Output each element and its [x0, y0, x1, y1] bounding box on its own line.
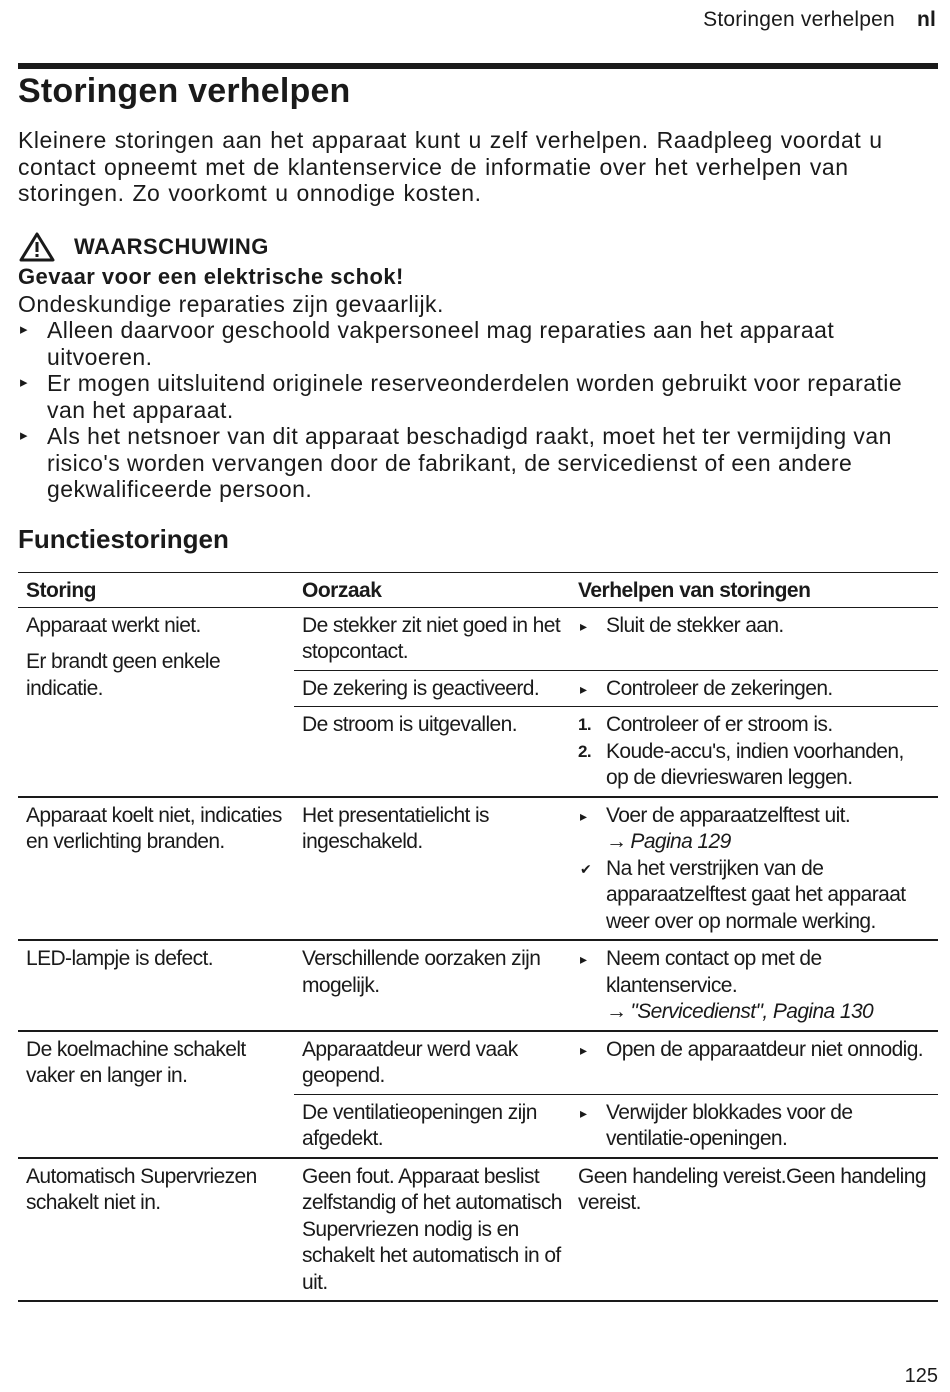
- bullet-icon: ▸: [580, 680, 587, 697]
- warning-heading: [18, 230, 938, 264]
- cause-cell: Het presentatielicht is ingeschakeld.: [294, 797, 570, 941]
- bullet-icon: ▸: [580, 1104, 587, 1121]
- table-row: [18, 940, 938, 1031]
- arrow-right-icon: →: [606, 830, 627, 853]
- storing-cell: LED-lampje is defect.: [18, 940, 294, 1031]
- warning-heading-text: WAARSCHUWING: [74, 233, 269, 259]
- checkmark-icon: ✔: [580, 860, 592, 877]
- troubleshooting-table: [18, 572, 938, 1302]
- column-header-storing: Storing: [18, 573, 294, 608]
- bullet-icon: ▸: [580, 807, 587, 824]
- cause-cell: De zekering is geactiveerd.: [294, 670, 570, 707]
- warning-item: ▸ Alleen daarvoor geschoold vakpersoneel mag reparaties aan het apparaat uitvoeren.: [20, 317, 835, 370]
- arrow-right-icon: →: [606, 1000, 627, 1023]
- column-header-verhelpen: Verhelpen van storingen: [570, 573, 938, 608]
- table-row: [18, 607, 938, 670]
- column-header-oorzaak: Oorzaak: [294, 573, 570, 608]
- warning-item: ▸ Als het netsnoer van dit apparaat beschadigd raakt, moet het ter vermijding van risico's worden vervangen door de fabrikant, de servicedienst of een andere gekwalificeerde persoon.: [20, 423, 892, 502]
- fix-cell: ▸ Voer de apparaatzelftest uit. → Pagina 129 ✔ Na het verstrijken van de apparaatzelftest gaat het apparaat weer over op normale werking.: [570, 797, 938, 941]
- table-row: [18, 797, 938, 941]
- page-reference-link[interactable]: → "Servicedienst", Pagina 130: [606, 1000, 874, 1023]
- storing-cell: Automatisch Supervriezen schakelt niet in.: [18, 1158, 294, 1302]
- header-rule: [18, 63, 938, 69]
- bullet-icon: ▸: [20, 427, 28, 444]
- warning-text: Ondeskundige reparaties zijn gevaarlijk.: [18, 290, 444, 317]
- page-title: Storingen verhelpen: [18, 72, 351, 110]
- page-number: 125: [904, 1365, 938, 1387]
- bullet-icon: ▸: [20, 374, 28, 391]
- fix-cell: ▸ Neem contact op met de klantenservice. → "Servicedienst", Pagina 130: [570, 940, 938, 1031]
- cause-cell: De stroom is uitgevallen.: [294, 707, 570, 797]
- fix-cell: ▸ Controleer de zekeringen.: [570, 670, 938, 707]
- running-header: [703, 8, 936, 32]
- step-number: 1.: [578, 715, 591, 734]
- warning-subheading: Gevaar voor een elektrische schok!: [18, 264, 404, 289]
- storing-cell: Apparaat werkt niet. Er brandt geen enkele indicatie.: [26, 613, 221, 700]
- bullet-icon: ▸: [580, 617, 587, 634]
- cause-cell: Apparaatdeur werd vaak geopend.: [294, 1031, 570, 1095]
- section-title: Functiestoringen: [18, 524, 229, 554]
- fix-cell: 1. Controleer of er stroom is. 2. Koude-accu's, indien voorhanden, op de dievrieswaren leggen.: [570, 707, 938, 797]
- fix-cell: ▸ Open de apparaatdeur niet onnodig.: [570, 1031, 938, 1095]
- cause-cell: Geen fout. Apparaat beslist zelfstandig of het automatisch Supervriezen nodig is en schakelt het automatisch in of uit.: [294, 1158, 570, 1302]
- page-reference-link[interactable]: → Pagina 129: [606, 830, 731, 853]
- table-row: [18, 1158, 938, 1302]
- warning-triangle-icon: [18, 231, 56, 263]
- running-header-section: Storingen verhelpen: [703, 8, 895, 31]
- fix-cell: ▸ Sluit de stekker aan.: [570, 607, 938, 670]
- bullet-icon: ▸: [580, 951, 587, 967]
- storing-cell: Apparaat koelt niet, indicaties en verlichting branden.: [18, 797, 294, 941]
- fix-cell: ▸ Verwijder blokkades voor de ventilatie-openingen.: [570, 1094, 938, 1158]
- language-code: nl: [916, 8, 936, 31]
- bullet-icon: ▸: [580, 1041, 587, 1058]
- storing-cell: De koelmachine schakelt vaker en langer in.: [18, 1031, 294, 1158]
- warning-list: [18, 317, 938, 503]
- fix-cell: Geen handeling vereist.Geen handeling vereist.: [570, 1158, 938, 1302]
- warning-item: ▸ Er mogen uitsluitend originele reserveonderdelen worden gebruikt voor reparatie van het apparaat.: [20, 370, 903, 423]
- table-header-row: [18, 573, 938, 608]
- intro-paragraph: Kleinere storingen aan het apparaat kunt u zelf verhelpen. Raadpleeg voordat u contact opneemt met de klantenservice de informatie over het verhelpen van storingen. Zo voorkomt u onnodige kosten.: [18, 127, 883, 206]
- warning-block: [18, 230, 938, 503]
- table-row: [18, 1031, 938, 1095]
- cause-cell: De stekker zit niet goed in het stopcontact.: [302, 613, 561, 663]
- cause-cell: Verschillende oorzaken zijn mogelijk.: [294, 940, 570, 1031]
- cause-cell: De ventilatieopeningen zijn afgedekt.: [294, 1094, 570, 1158]
- step-number: 2.: [578, 741, 591, 761]
- bullet-icon: ▸: [20, 321, 28, 338]
